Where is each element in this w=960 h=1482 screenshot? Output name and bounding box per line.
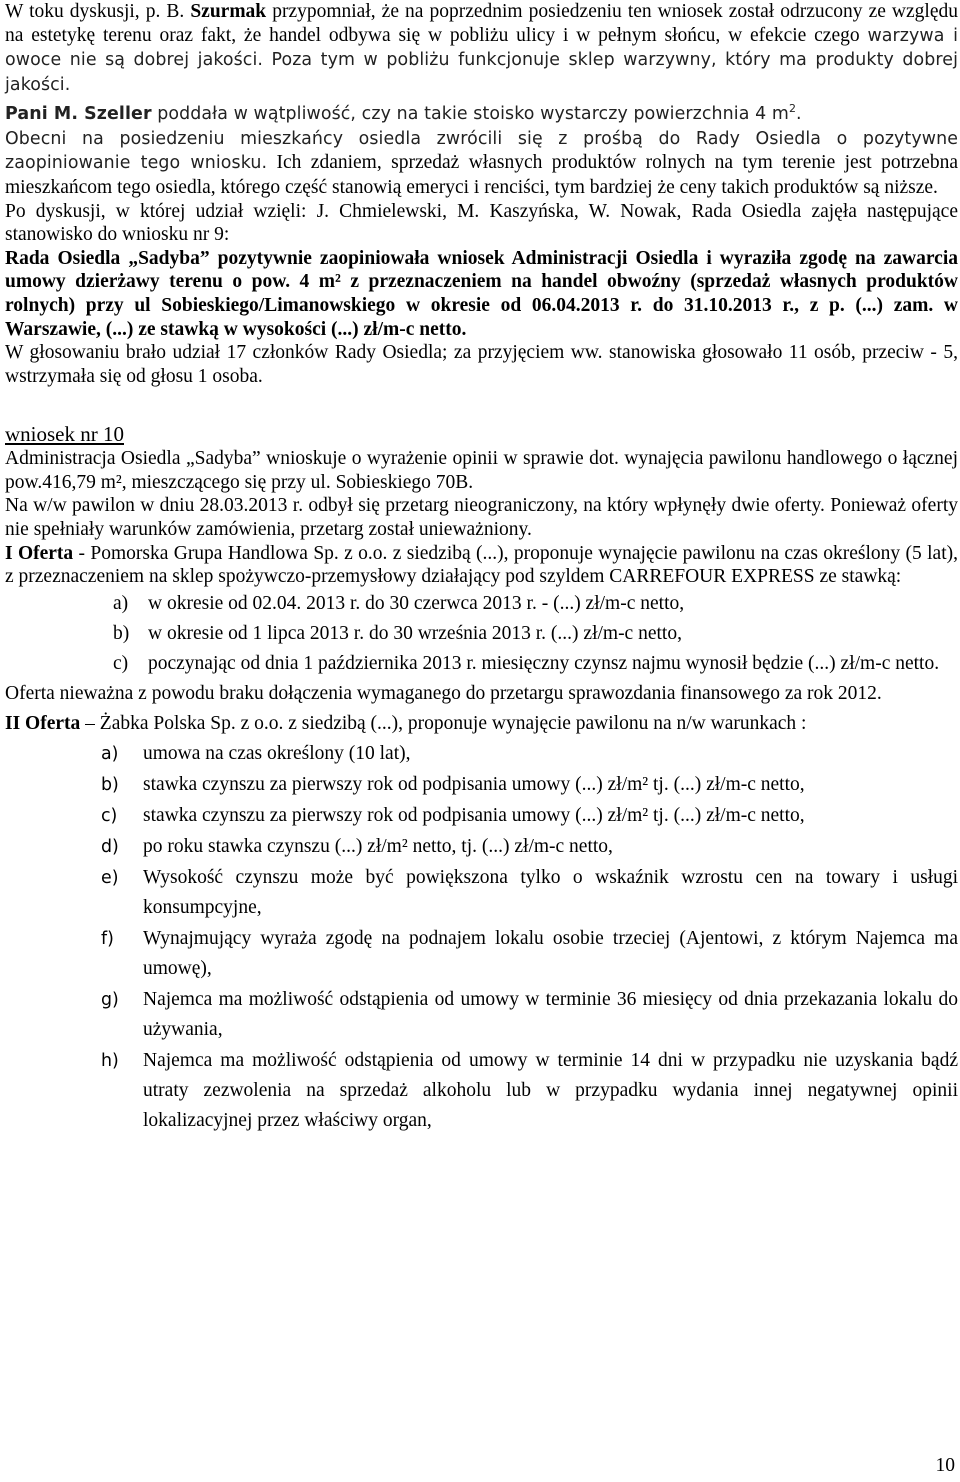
p1-c: przypomniał, że na poprzednim posiedzeniu ten wniosek został odrzucony ze względu na estetykę terenu oraz fakt, że handel odbywa się w pobliżu ulicy i w pełnym słońcu, w efekcie czego <box>5 1 958 46</box>
list-marker: h) <box>101 1050 119 1071</box>
offer-1-rates-list <box>113 589 958 679</box>
page-number: 10 <box>935 1455 955 1476</box>
offer-1-label: I Oferta <box>5 542 74 564</box>
paragraph-resolution: Rada Osiedla „Sadyba” pozytywnie zaopiniowała wniosek Administracji Osiedla i wyraziła zgodę na zawarcia umowy dzierżawy terenu o pow. 4 m² z przeznaczeniem na handel obwoźny (sprzedaż własnych produktów rolnych) przy ul Sobieskiego/Limanowskiego w okresie od 06.04.2013 r. do 31.10.2013 r., z p. (...) zam. w Warszawie, (...) ze stawką w wysokości (...) zł/m-c netto. <box>5 247 958 340</box>
paragraph-after-discussion: Po dyskusji, w której udział wzięli: J. Chmielewski, M. Kaszyńska, W. Nowak, Rada Osiedla zajęła następujące stanowisko do wniosku nr 9: <box>5 200 958 246</box>
offer-2-terms-list <box>101 739 958 1136</box>
p2-sup: 2 <box>788 102 797 116</box>
list-text: Wysokość czynszu może być powiększona tylko o wskaźnik wzrostu cen na towary i usługi konsumpcyjne, <box>143 866 958 918</box>
paragraph-offer-1 <box>5 542 958 589</box>
offer-1-text: - Pomorska Grupa Handlowa Sp. z o.o. z siedzibą (...), proponuje wynajęcie pawilonu na czas określony (5 lat), z przeznaczeniem na sklep spożywczo-przemysłowy działający pod szyldem CARREFOUR EXPRESS ze stawką: <box>5 542 958 588</box>
list-text: umowa na czas określony (10 lat), <box>143 742 411 764</box>
p3-a: Obecni na posiedzeniu mieszkańcy osiedla zwrócili się z prośbą do Rady Osiedla o pozytywne zaopiniowanie tego wniosku. <box>5 128 958 174</box>
list-text: stawka czynszu za pierwszy rok od podpisania umowy (...) zł/m² tj. (...) zł/m-c netto, <box>143 773 805 795</box>
paragraph-residents <box>5 127 958 200</box>
p2-name-a: Pani M. <box>5 104 79 125</box>
list-item <box>101 1046 958 1136</box>
list-item <box>113 619 958 649</box>
p1-a: W toku dyskusji, p. B. <box>5 1 191 22</box>
p2-text: poddała w wątpliwość, czy na takie stoisko wystarczy powierzchnia 4 m <box>151 104 789 125</box>
list-text: w okresie od 1 lipca 2013 r. do 30 września 2013 r. (...) zł/m-c netto, <box>148 622 682 644</box>
offer-2-label: II Oferta <box>5 712 81 734</box>
list-item <box>101 770 958 800</box>
paragraph-vote: W głosowaniu brało udział 17 członków Rady Osiedla; za przyjęciem ww. stanowiska głosowało 11 osób, przeciw - 5, wstrzymała się od głosu 1 osoba. <box>5 342 958 387</box>
paragraph-request: Administracja Osiedla „Sadyba” wnioskuje o wyrażenie opinii w sprawie dot. wynajęcia pawilonu handlowego o łącznej pow.416,79 m², mieszczącego się przy ul. Sobieskiego 70B. <box>5 448 958 493</box>
list-marker: c) <box>101 805 118 826</box>
list-marker: c) <box>113 652 129 674</box>
list-item <box>113 589 958 619</box>
p2-name-b: Szeller <box>78 104 152 125</box>
p1-name: Szurmak <box>190 1 267 22</box>
list-marker: d) <box>101 836 119 857</box>
list-item <box>113 649 958 679</box>
paragraph-szeller <box>5 97 958 126</box>
document-page <box>5 0 958 1137</box>
list-marker: g) <box>101 989 119 1010</box>
heading-wniosek-10: wniosek nr 10 <box>5 422 124 447</box>
paragraph-offer-invalid: Oferta nieważna z powodu braku dołączenia wymaganego do przetargu sprawozdania finansowego za rok 2012. <box>5 682 882 704</box>
list-text: poczynając od dnia 1 października 2013 r. miesięczny czynsz najmu wynosił będzie (...) zł/m-c netto. <box>148 652 940 674</box>
paragraph-tender: Na w/w pawilon w dniu 28.03.2013 r. odbył się przetarg nieograniczony, na który wpłynęły dwie oferty. Ponieważ oferty nie spełniały warunków zamówienia, przetarg został unieważniony. <box>5 495 958 541</box>
p2-end: . <box>796 104 802 125</box>
list-item <box>101 863 958 923</box>
list-item <box>101 832 958 862</box>
p1-d: warzywa i owoce nie są dobrej jakości. Poza tym w pobliżu funkcjonuje sklep warzywny, który ma produkty dobrej jakości. <box>5 25 959 95</box>
list-item <box>101 985 958 1045</box>
p3-b: Ich zdaniem, sprzedaż własnych produktów rolnych na tym terenie jest potrzebna mieszkańcom tego osiedla, którego część stanowią emeryci i renciści, tym bardziej że ceny takich produktów są niższe. <box>5 152 958 198</box>
list-text: Najemca ma możliwość odstąpienia od umowy w terminie 14 dni w przypadku nie uzyskania bądź utraty zezwolenia na sprzedaż alkoholu lub w przypadku wydania innej negatywnej opinii lokalizacyjnej przez właściwy organ, <box>143 1049 958 1131</box>
offer-2-text: – Żabka Polska Sp. z o.o. z siedzibą (...), proponuje wynajęcie pawilonu na n/w warunkach : <box>80 712 807 734</box>
list-text: Najemca ma możliwość odstąpienia od umowy w terminie 36 miesięcy od dnia przekazania lokalu do używania, <box>143 988 958 1040</box>
list-item <box>101 924 958 984</box>
list-marker: f) <box>101 928 114 949</box>
list-item <box>101 801 958 831</box>
list-marker: b) <box>113 622 130 644</box>
list-text: stawka czynszu za pierwszy rok od podpisania umowy (...) zł/m² tj. (...) zł/m-c netto, <box>143 804 805 826</box>
list-marker: b) <box>101 774 119 795</box>
list-item <box>101 739 958 769</box>
list-marker: a) <box>101 743 119 764</box>
paragraph-offer-2 <box>5 709 958 739</box>
list-text: Wynajmujący wyraża zgodę na podnajem lokalu osobie trzeciej (Ajentowi, z którym Najemca ma umowę), <box>143 927 958 979</box>
list-marker: e) <box>101 867 119 888</box>
list-text: po roku stawka czynszu (...) zł/m² netto, tj. (...) zł/m-c netto, <box>143 835 613 857</box>
paragraph-discussion <box>5 0 958 97</box>
list-text: w okresie od 02.04. 2013 r. do 30 czerwca 2013 r. - (...) zł/m-c netto, <box>148 592 685 614</box>
list-marker: a) <box>113 592 129 614</box>
